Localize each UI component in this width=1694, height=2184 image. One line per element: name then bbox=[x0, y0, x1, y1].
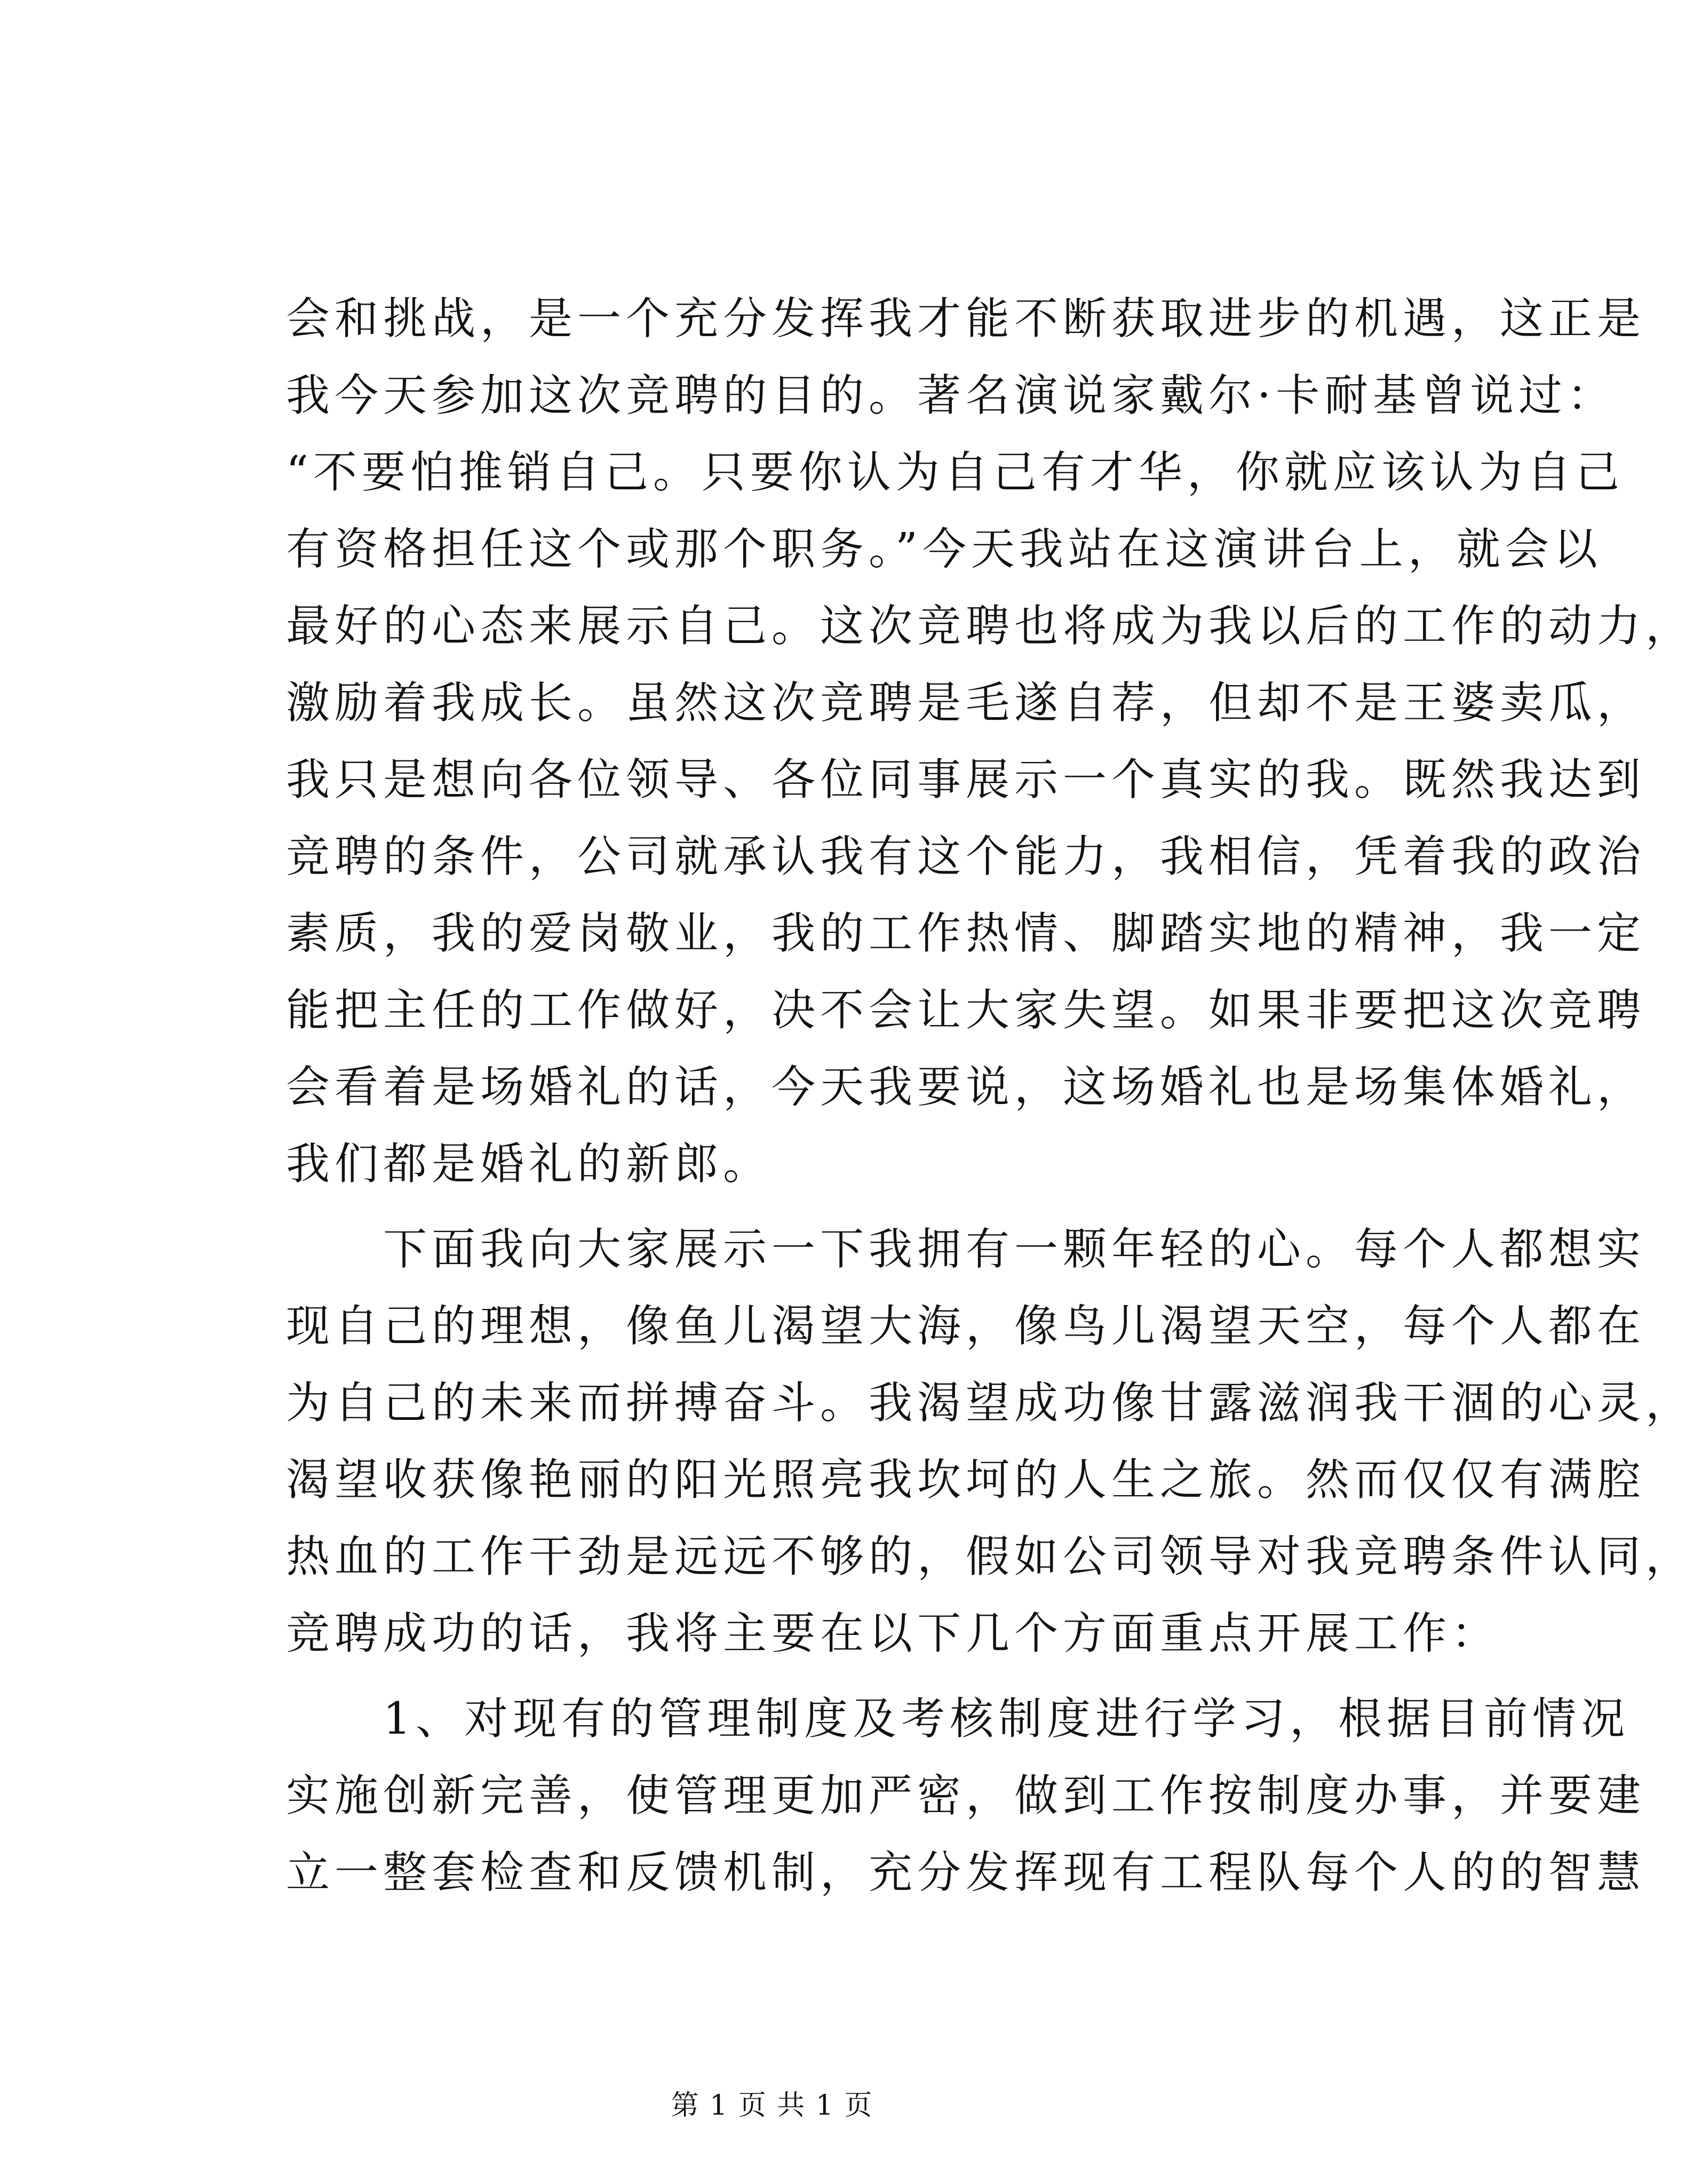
paragraph-2 bbox=[286, 1211, 1694, 1672]
text-line: “不要怕推销自己。只要你认为自己有才华，你就应该认为自己 bbox=[286, 447, 1624, 498]
text-line: 1、对现有的管理制度及考核制度进行学习，根据目前情况 bbox=[286, 1694, 1630, 1744]
page-footer bbox=[0, 2084, 1544, 2127]
document-body bbox=[286, 281, 1694, 1911]
text-line: 实施创新完善，使管理更加严密，做到工作按制度办事，并要建 bbox=[286, 1770, 1646, 1821]
text-line: 为自己的未来而拼搏奋斗。我渴望成功像甘露滋润我干涸的心灵， bbox=[286, 1378, 1694, 1428]
text-line: 立一整套检查和反馈机制，充分发挥现有工程队每个人的的智慧 bbox=[286, 1847, 1646, 1898]
paragraph-spacer bbox=[286, 1672, 1348, 1681]
text-line: 素质，我的爱岗敬业，我的工作热情、脚踏实地的精神，我一定 bbox=[286, 908, 1646, 959]
text-line: 最好的心态来展示自己。这次竞聘也将成为我以后的工作的动力， bbox=[286, 601, 1694, 652]
text-line: 我们都是婚礼的新郎。 bbox=[286, 1139, 772, 1189]
page-number-label: 第 1 页 共 1 页 bbox=[671, 2090, 873, 2122]
text-line: 激励着我成长。虽然这次竞聘是毛遂自荐，但却不是王婆卖瓜， bbox=[286, 678, 1646, 728]
paragraph-1 bbox=[286, 281, 1694, 1203]
text-line: 下面我向大家展示一下我拥有一颗年轻的心。每个人都想实 bbox=[286, 1224, 1646, 1275]
paragraph-spacer bbox=[286, 1203, 1348, 1211]
text-line: 现自己的理想，像鱼儿渴望大海，像鸟儿渴望天空，每个人都在 bbox=[286, 1301, 1646, 1352]
text-line: 有资格担任这个或那个职务。”今天我站在这演讲台上，就会以 bbox=[286, 524, 1602, 575]
text-line: 热血的工作干劲是远远不够的，假如公司领导对我竞聘条件认同， bbox=[286, 1531, 1694, 1582]
text-line: 我今天参加这次竞聘的目的。著名演说家戴尔·卡耐基曾说过： bbox=[286, 370, 1616, 421]
text-line: 竞聘的条件，公司就承认我有这个能力，我相信，凭着我的政治 bbox=[286, 831, 1646, 882]
text-line: 竞聘成功的话，我将主要在以下几个方面重点开展工作： bbox=[286, 1608, 1500, 1659]
paragraph-3 bbox=[286, 1681, 1646, 1911]
text-line: 我只是想向各位领导、各位同事展示一个真实的我。既然我达到 bbox=[286, 755, 1646, 805]
text-line: 渴望收获像艳丽的阳光照亮我坎坷的人生之旅。然而仅仅有满腔 bbox=[286, 1455, 1646, 1505]
text-line: 会看着是场婚礼的话，今天我要说，这场婚礼也是场集体婚礼， bbox=[286, 1062, 1646, 1113]
text-line: 会和挑战，是一个充分发挥我才能不断获取进步的机遇，这正是 bbox=[286, 293, 1646, 344]
text-line: 能把主任的工作做好，决不会让大家失望。如果非要把这次竞聘 bbox=[286, 985, 1646, 1036]
